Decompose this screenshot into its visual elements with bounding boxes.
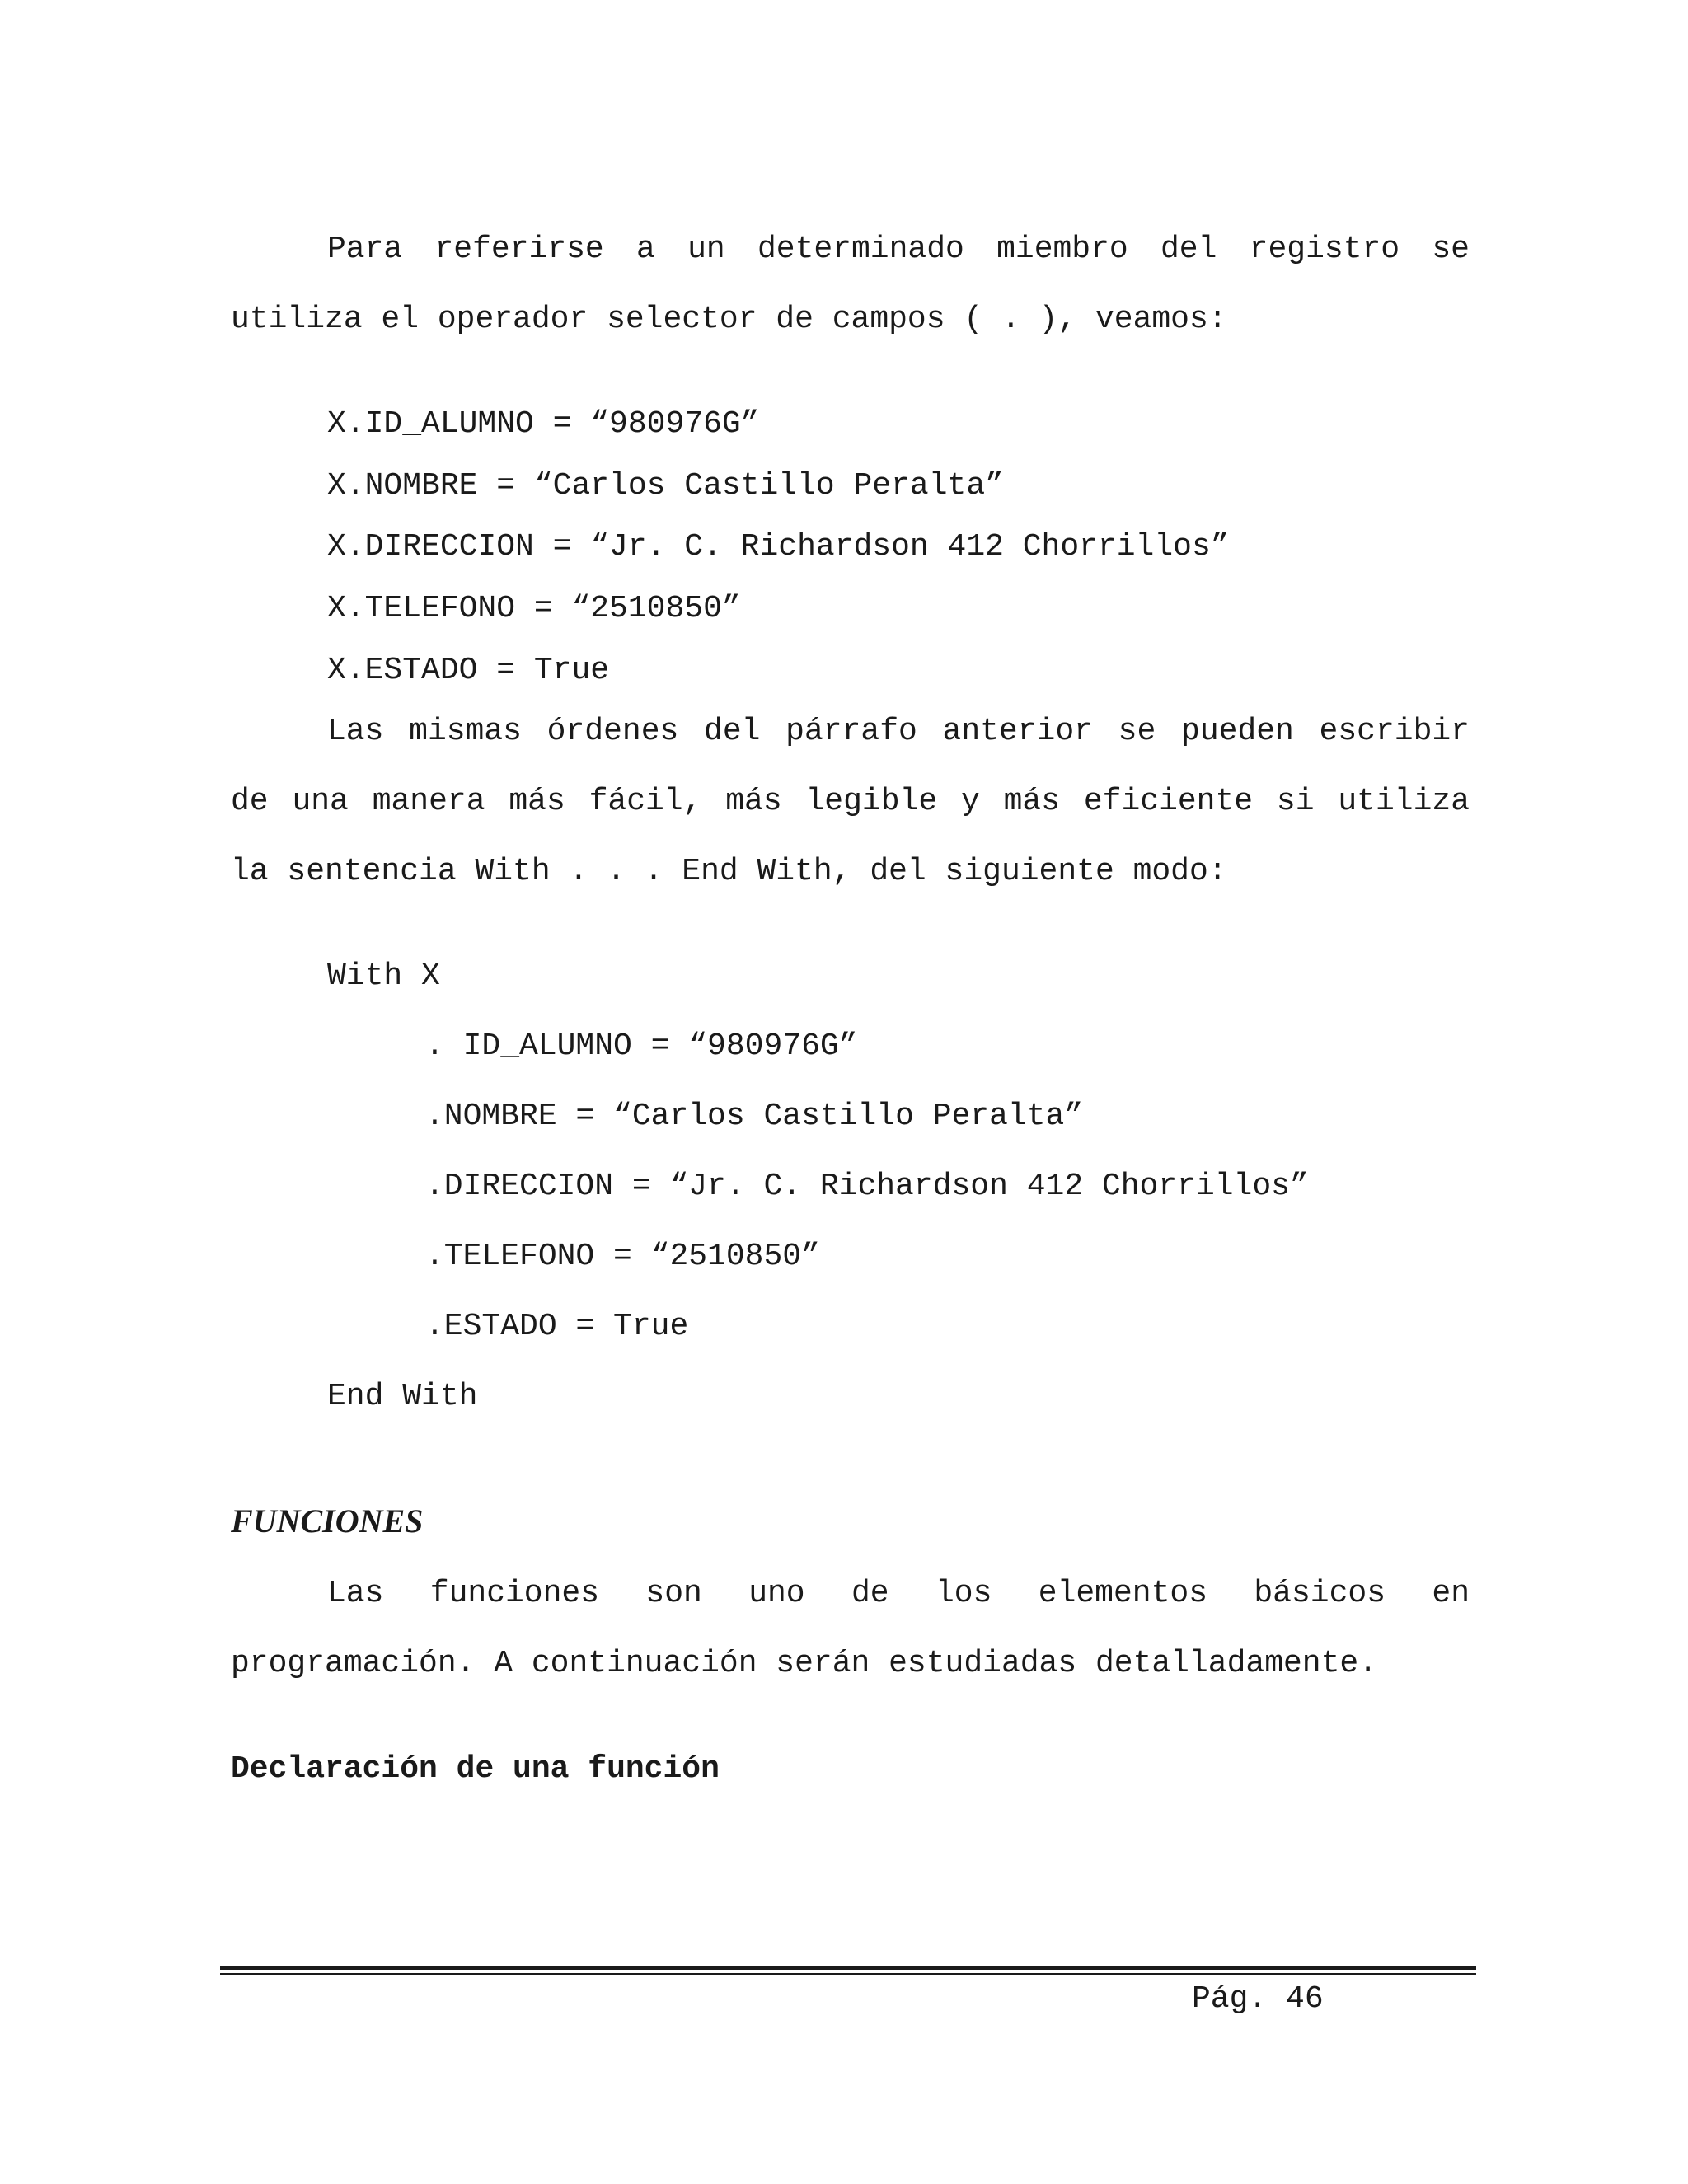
code-line: X.DIRECCION = “Jr. C. Richardson 412 Chorrillos” [327,529,1230,565]
paragraph-1-line-1: Para referirse a un determinado miembro del registro se [327,232,1470,267]
code-member-line: .ESTADO = True [425,1309,689,1344]
paragraph-1-line-2: utiliza el operador selector de campos ( . ), veamos: [231,302,1227,337]
footer-rule-thin [220,1973,1476,1975]
footer-rule-thick [220,1966,1476,1970]
paragraph-2-line-1: Las mismas órdenes del párrafo anterior se pueden escribir [327,714,1470,749]
paragraph-2-line-2: de una manera más fácil, más legible y más eficiente si utiliza [231,784,1470,819]
section-heading: FUNCIONES [231,1502,424,1540]
code-line: X.ESTADO = True [327,653,610,688]
code-line: X.TELEFONO = “2510850” [327,591,741,626]
code-member-line: .NOMBRE = “Carlos Castillo Peralta” [425,1099,1084,1134]
paragraph-2-line-3: la sentencia With . . . End With, del siguiente modo: [231,854,1227,889]
code-member-line: .DIRECCION = “Jr. C. Richardson 412 Chorrillos” [425,1169,1309,1204]
paragraph-3-line-1: Las funciones son uno de los elementos básicos en [327,1576,1470,1611]
subheading: Declaración de una función [231,1751,720,1787]
code-line: X.ID_ALUMNO = “980976G” [327,406,760,442]
code-member-line: . ID_ALUMNO = “980976G” [425,1029,858,1064]
code-member-line: .TELEFONO = “2510850” [425,1239,820,1274]
paragraph-3-line-2: programación. A continuación serán estudiadas detalladamente. [231,1646,1378,1681]
page-number: Pág. 46 [1192,1981,1324,2017]
code-with-open: With X [327,958,440,994]
code-with-close: End With [327,1379,478,1414]
code-line: X.NOMBRE = “Carlos Castillo Peralta” [327,468,1004,504]
